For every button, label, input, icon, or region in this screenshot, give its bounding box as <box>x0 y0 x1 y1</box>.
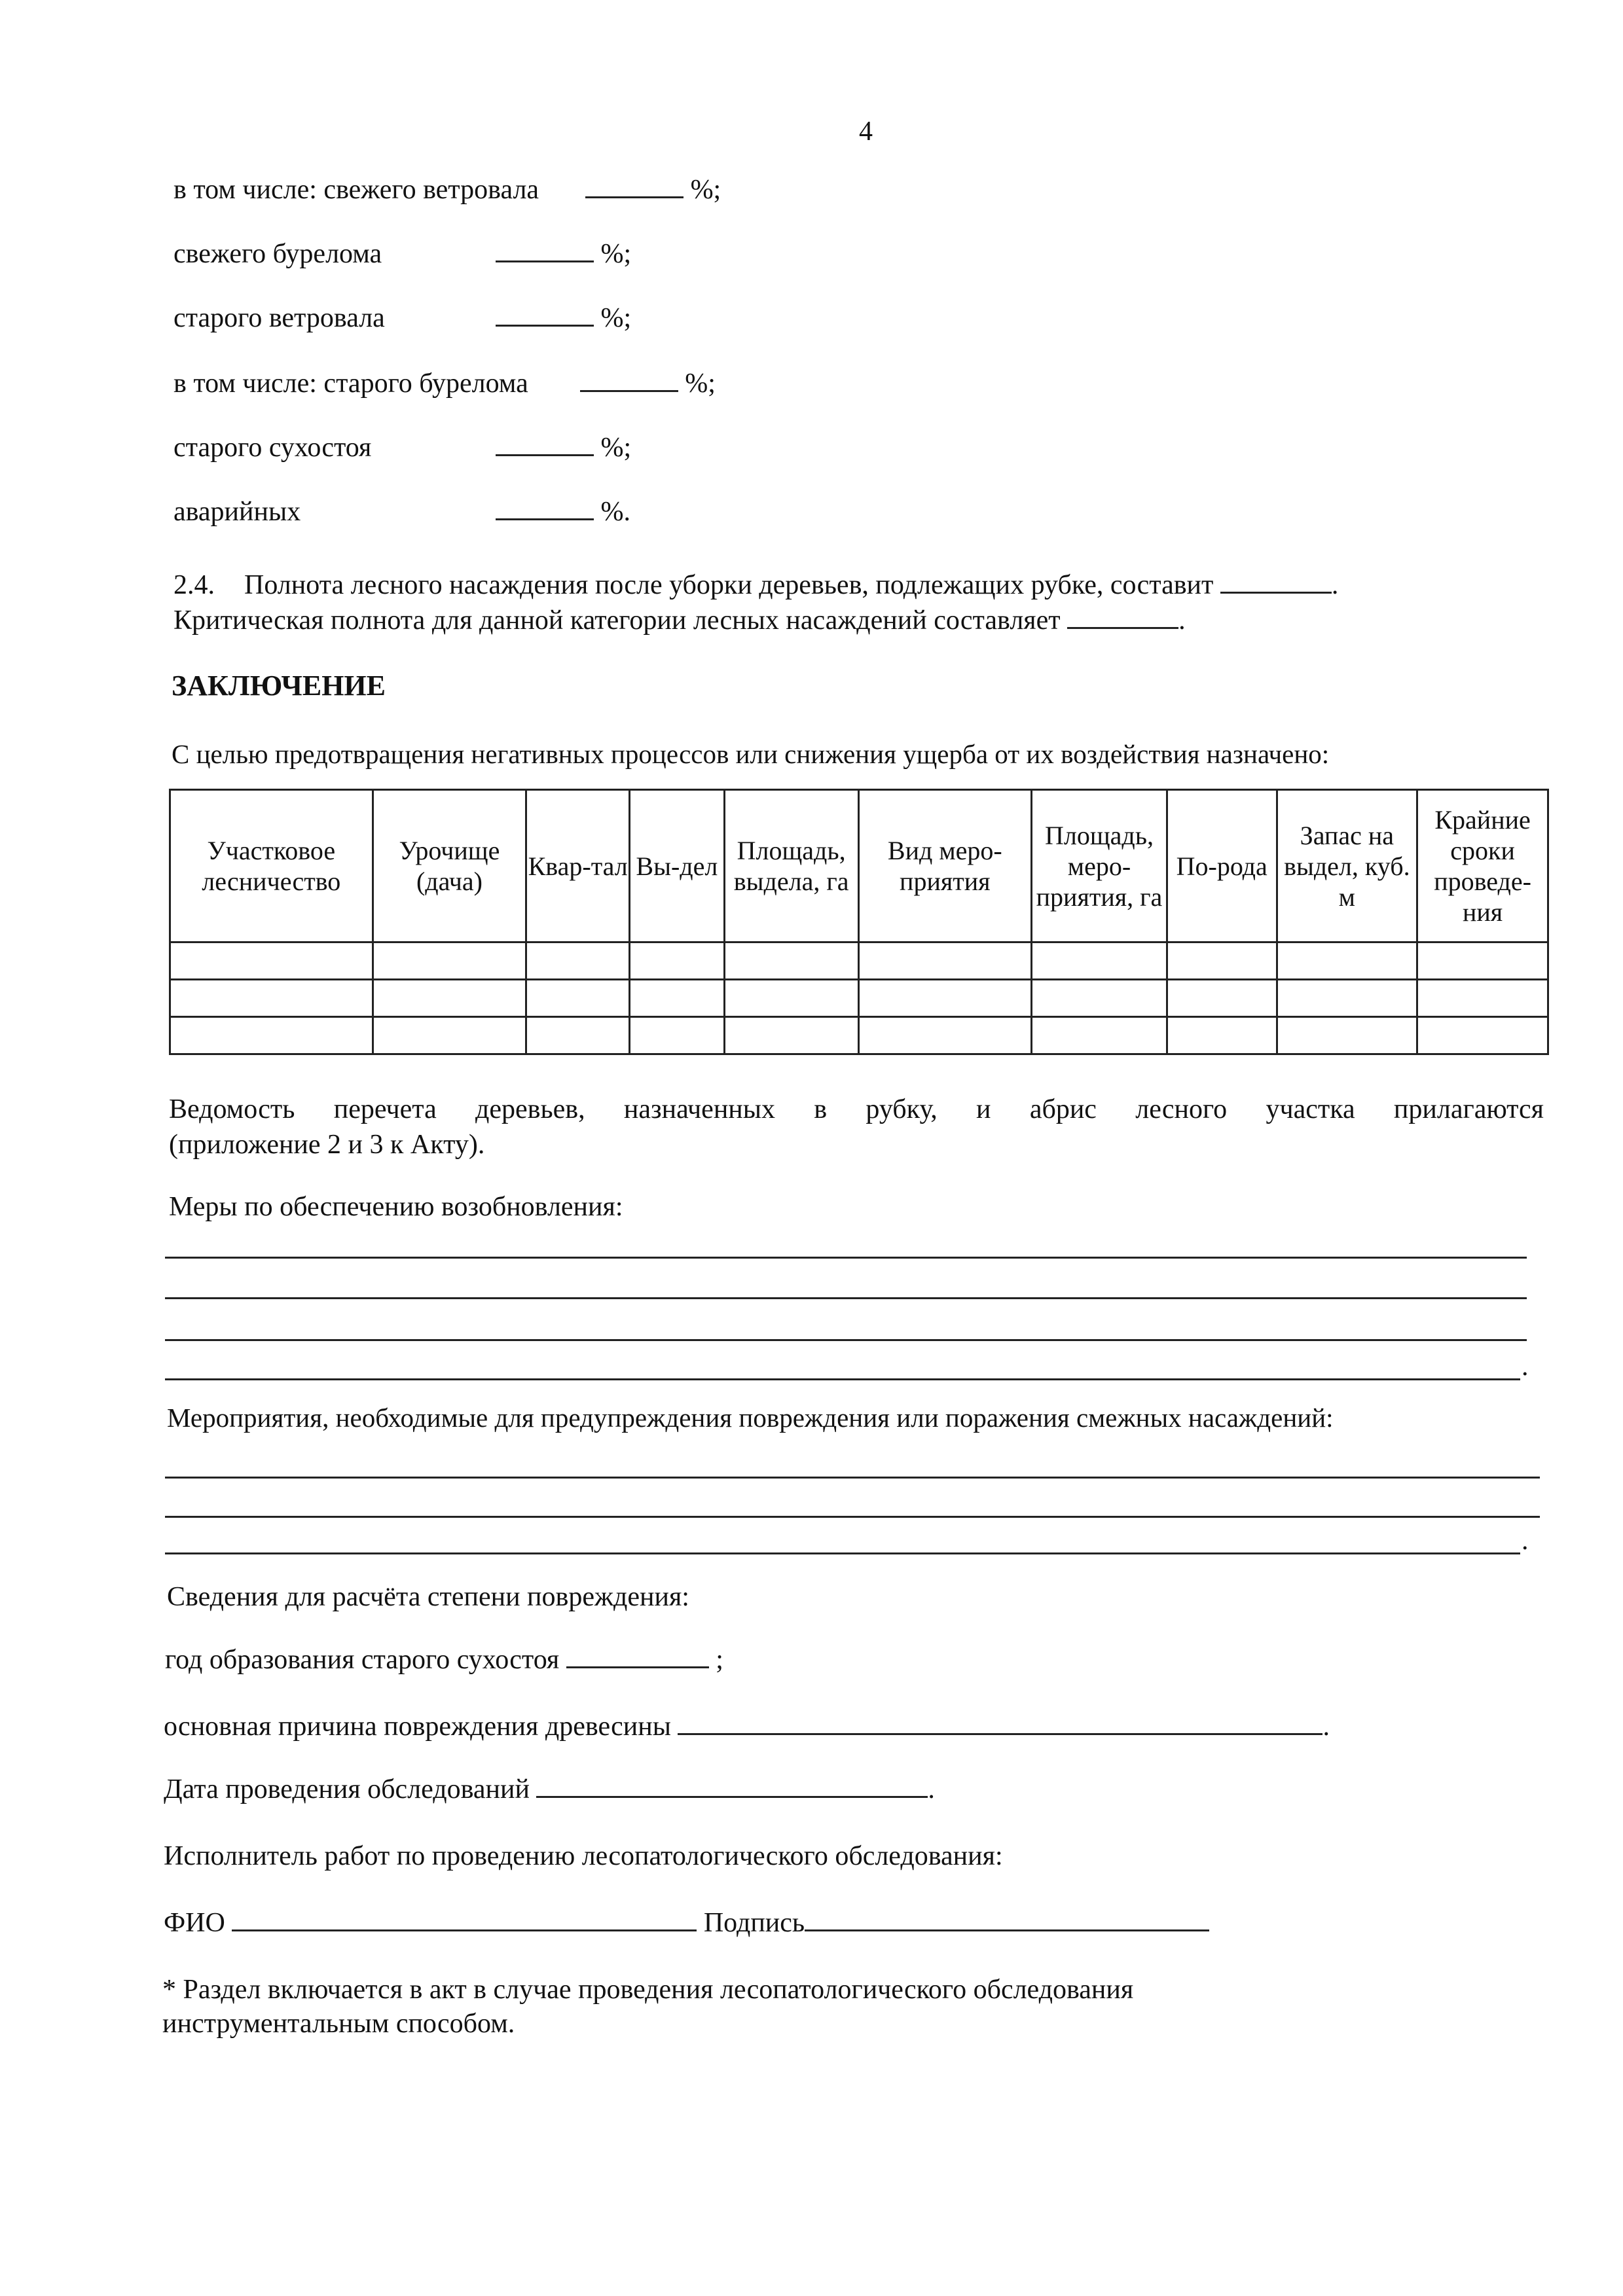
damage-line-label: в том числе: старого бурелома <box>173 368 528 399</box>
damage-line-old-windfall <box>173 301 631 335</box>
table-cell[interactable] <box>526 1017 630 1054</box>
table-cell[interactable] <box>1032 980 1167 1017</box>
column-header: Крайние сроки проведе-ния <box>1417 790 1548 942</box>
sign-label: Подпись <box>703 1908 805 1938</box>
damage-line-label: старого ветровала <box>173 303 385 333</box>
events-line[interactable] <box>165 1552 1520 1554</box>
table-cell[interactable] <box>373 1017 526 1054</box>
table-cell[interactable] <box>630 942 725 980</box>
table-cell[interactable] <box>1417 980 1548 1017</box>
table-row <box>170 980 1548 1017</box>
percent-blank[interactable] <box>496 260 594 262</box>
table-cell[interactable] <box>1417 942 1548 980</box>
measures-line[interactable] <box>165 1378 1520 1380</box>
table-header-row <box>170 790 1548 942</box>
table-cell[interactable] <box>1417 1017 1548 1054</box>
column-header: По-рода <box>1167 790 1277 942</box>
column-header: Квар-тал <box>526 790 630 942</box>
column-header: Запас на выдел, куб. м <box>1277 790 1417 942</box>
table-cell[interactable] <box>170 942 373 980</box>
events-label: Мероприятия, необходимые для предупреждения повреждения или поражения смежных насаждений: <box>167 1403 1334 1433</box>
table-cell[interactable] <box>1277 1017 1417 1054</box>
measures-table <box>169 789 1549 1055</box>
table-row <box>170 1017 1548 1054</box>
percent-blank[interactable] <box>585 196 684 198</box>
measures-line[interactable] <box>165 1339 1527 1341</box>
column-header: Площадь, меро-приятия, га <box>1032 790 1167 942</box>
table-cell[interactable] <box>1277 942 1417 980</box>
fio-blank[interactable] <box>232 1929 697 1931</box>
section-text: Полнота лесного насаждения после уборки деревьев, подлежащих рубке, составит <box>244 570 1214 600</box>
column-header: Урочище (дача) <box>373 790 526 942</box>
executor-label: Исполнитель работ по проведению лесопатологического обследования: <box>164 1841 1003 1871</box>
table-row <box>170 942 1548 980</box>
section-2-4-line2: Критическая полнота для данной категории лесных насаждений составляет . <box>173 605 1186 636</box>
damage-line-label: в том числе: свежего ветровала <box>173 175 539 205</box>
measures-end-period: . <box>1522 1352 1529 1382</box>
percent-suffix: %; <box>690 175 721 205</box>
table-cell[interactable] <box>1167 980 1277 1017</box>
table-cell[interactable] <box>724 980 858 1017</box>
table-cell[interactable] <box>170 1017 373 1054</box>
table-cell[interactable] <box>526 942 630 980</box>
events-line[interactable] <box>165 1516 1540 1518</box>
damage-line-label: аварийных <box>173 497 301 527</box>
measures-line[interactable] <box>165 1297 1527 1299</box>
table-cell[interactable] <box>1032 1017 1167 1054</box>
section-2-4-line1: 2.4. Полнота лесного насаждения после уборки деревьев, подлежащих рубке, составит . <box>173 570 1339 600</box>
percent-suffix: %; <box>600 433 632 463</box>
table-cell[interactable] <box>1032 942 1167 980</box>
section-text: Критическая полнота для данной категории лесных насаждений составляет <box>173 605 1061 636</box>
percent-blank[interactable] <box>496 518 594 520</box>
vedomost-line1: Ведомость перечета деревьев, назначенных в рубку, и абрис лесного участка прилагаются <box>169 1094 1544 1124</box>
cause-label: основная причина повреждения древесины <box>164 1712 671 1742</box>
survey-date-label: Дата проведения обследований <box>164 1774 530 1804</box>
percent-blank[interactable] <box>580 390 678 392</box>
survey-date-line: Дата проведения обследований . <box>164 1774 935 1804</box>
signature-line <box>164 1906 1209 1940</box>
table-cell[interactable] <box>526 980 630 1017</box>
percent-suffix: %; <box>600 239 632 269</box>
conclusion-heading: ЗАКЛЮЧЕНИЕ <box>172 670 386 702</box>
measures-label: Меры по обеспечению возобновления: <box>169 1192 623 1222</box>
critical-density-blank[interactable] <box>1067 627 1178 629</box>
percent-blank[interactable] <box>496 325 594 327</box>
column-header: Площадь, выдела, га <box>724 790 858 942</box>
table-cell[interactable] <box>858 980 1031 1017</box>
table-cell[interactable] <box>1167 942 1277 980</box>
table-cell[interactable] <box>858 1017 1031 1054</box>
table-cell[interactable] <box>1277 980 1417 1017</box>
events-end-period: . <box>1522 1526 1529 1556</box>
fio-label: ФИО <box>164 1908 225 1938</box>
year-suffix: ; <box>716 1645 723 1675</box>
year-label: год образования старого сухостоя <box>165 1645 560 1675</box>
survey-date-blank[interactable] <box>536 1796 928 1798</box>
table-cell[interactable] <box>373 980 526 1017</box>
table-cell[interactable] <box>724 942 858 980</box>
column-header: Участковое лесничество <box>170 790 373 942</box>
damage-line-label: старого сухостоя <box>173 433 372 463</box>
table-cell[interactable] <box>630 1017 725 1054</box>
vedomost-line2: (приложение 2 и 3 к Акту). <box>169 1130 485 1160</box>
table-cell[interactable] <box>724 1017 858 1054</box>
table-cell[interactable] <box>373 942 526 980</box>
cause-blank[interactable] <box>678 1733 1322 1735</box>
footnote-line1: * Раздел включается в акт в случае проведения лесопатологического обследования <box>162 1975 1134 2005</box>
column-header: Вы-дел <box>630 790 725 942</box>
cause-line: основная причина повреждения древесины . <box>164 1712 1330 1742</box>
year-blank[interactable] <box>566 1666 709 1668</box>
sign-blank[interactable] <box>805 1929 1209 1931</box>
measures-line[interactable] <box>165 1257 1527 1259</box>
info-label: Сведения для расчёта степени повреждения: <box>167 1582 689 1612</box>
column-header: Вид меро-приятия <box>858 790 1031 942</box>
year-line <box>165 1643 723 1677</box>
damage-line-fresh-windbreak <box>173 237 631 271</box>
damage-line-old-deadwood <box>173 431 631 465</box>
table-cell[interactable] <box>630 980 725 1017</box>
events-line[interactable] <box>165 1477 1540 1479</box>
percent-suffix: %; <box>685 368 716 399</box>
page-number: 4 <box>859 117 873 147</box>
table-cell[interactable] <box>170 980 373 1017</box>
footnote-line2: инструментальным способом. <box>162 2009 515 2039</box>
damage-line-hazardous <box>173 495 630 529</box>
conclusion-intro: С целью предотвращения негативных процессов или снижения ущерба от их воздействия назначено: <box>172 739 1330 769</box>
table-cell[interactable] <box>1167 1017 1277 1054</box>
damage-line-fresh-windfall <box>173 173 721 207</box>
section-number: 2.4. <box>173 570 215 600</box>
percent-suffix: %. <box>600 497 630 527</box>
damage-line-label: свежего бурелома <box>173 239 382 269</box>
table-cell[interactable] <box>858 942 1031 980</box>
density-blank[interactable] <box>1220 592 1332 594</box>
damage-line-old-windbreak <box>173 367 716 401</box>
percent-blank[interactable] <box>496 454 594 456</box>
percent-suffix: %; <box>600 303 632 333</box>
